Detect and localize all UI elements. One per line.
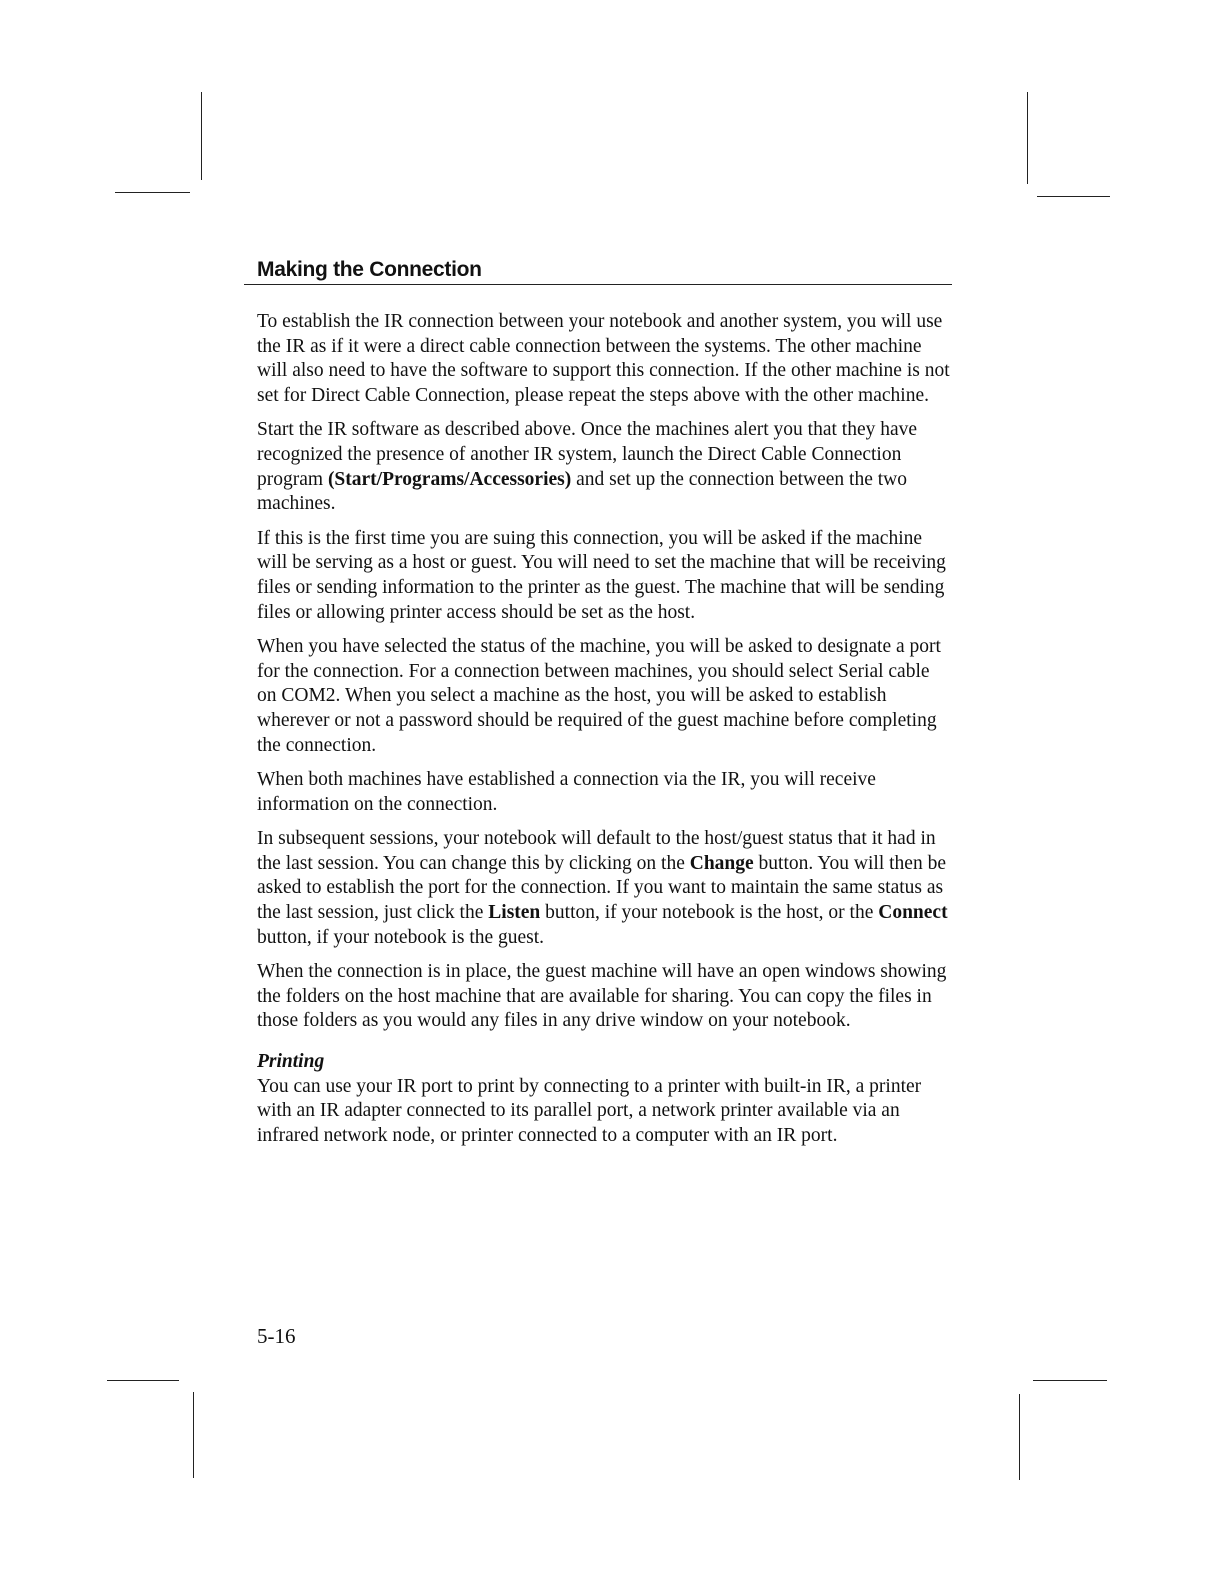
- crop-mark-bottom-left-vertical: [193, 1392, 194, 1478]
- paragraph-8: You can use your IR port to print by connecting to a printer with built-in IR, a printer with an IR adapter connected to its parallel port, a network printer available via an infrared network node, or printer connected to a computer with an IR port.: [257, 1075, 922, 1146]
- crop-mark-top-left-horizontal: [115, 192, 190, 193]
- page-number: 5-16: [257, 1324, 296, 1348]
- paragraph-6-text-g: button, if your notebook is the guest.: [257, 926, 545, 948]
- paragraph-6-text-e: button, if your notebook is the host, or the: [540, 902, 879, 924]
- crop-mark-bottom-right-horizontal: [1033, 1380, 1107, 1381]
- crop-mark-bottom-right-vertical: [1019, 1394, 1020, 1480]
- section-heading: Making the Connection: [257, 258, 482, 281]
- heading-rule: [244, 284, 952, 285]
- paragraph-3: If this is the first time you are suing this connection, you will be asked if the machine will be serving as a host or guest. You will need to set the machine that will be receiving files or sending information to the printer as the guest. The machine that will be sending files or allowing printer access should be set as the host.: [257, 527, 946, 623]
- paragraph-2: [257, 418, 953, 516]
- paragraph-1: To establish the IR connection between your notebook and another system, you will use the IR as if it were a direct cable connection between the systems. The other machine will also need to have the software to support this connection. If the other machine is not set for Direct Cable Connection, please repeat the steps above with the other machine.: [257, 311, 950, 406]
- paragraph-2-text-c: and set up the connection between the two machines.: [257, 468, 907, 515]
- paragraph-4: When you have selected the status of the machine, you will be asked to designate a port for the connection. For a connection between machines, you should select Serial cable on COM2. When you select a machine as the host, you will be asked to establish wherever or not a password should be required of the guest machine before completing the connection.: [257, 636, 941, 756]
- page-content: [257, 258, 953, 1158]
- section-body: [257, 310, 953, 1148]
- crop-mark-top-left-vertical: [201, 92, 202, 180]
- paragraph-6-text-c: button. You will then be asked to establish the port for the connection. If you want to maintain the same status as the last session, just click the: [257, 852, 946, 924]
- connect-button-term: Connect: [878, 902, 948, 924]
- paragraph-6-text-a: In subsequent sessions, your notebook will default to the host/guest status that it had in the last session. You can change this by clicking on the: [257, 828, 936, 874]
- listen-button-term: Listen: [488, 902, 541, 924]
- printing-subheading: Printing: [257, 1051, 325, 1073]
- crop-mark-top-right-vertical: [1027, 92, 1028, 184]
- paragraph-2-text-a: Start the IR software as described above. Once the machines alert you that they have recognized the presence of another IR system, launch the Direct Cable Connection program: [257, 419, 918, 490]
- crop-mark-top-right-horizontal: [1037, 196, 1110, 197]
- paragraph-7: When the connection is in place, the guest machine will have an open windows showing the folders on the host machine that are available for sharing. You can copy the files in those folders as you would any files in any drive window on your notebook.: [257, 961, 947, 1032]
- crop-mark-bottom-left-horizontal: [107, 1380, 179, 1381]
- paragraph-6: [257, 827, 953, 950]
- menu-path: (Start/Programs/Accessories): [327, 468, 572, 490]
- paragraph-5: When both machines have established a connection via the IR, you will receive information on the connection.: [257, 769, 876, 815]
- change-button-term: Change: [689, 852, 754, 874]
